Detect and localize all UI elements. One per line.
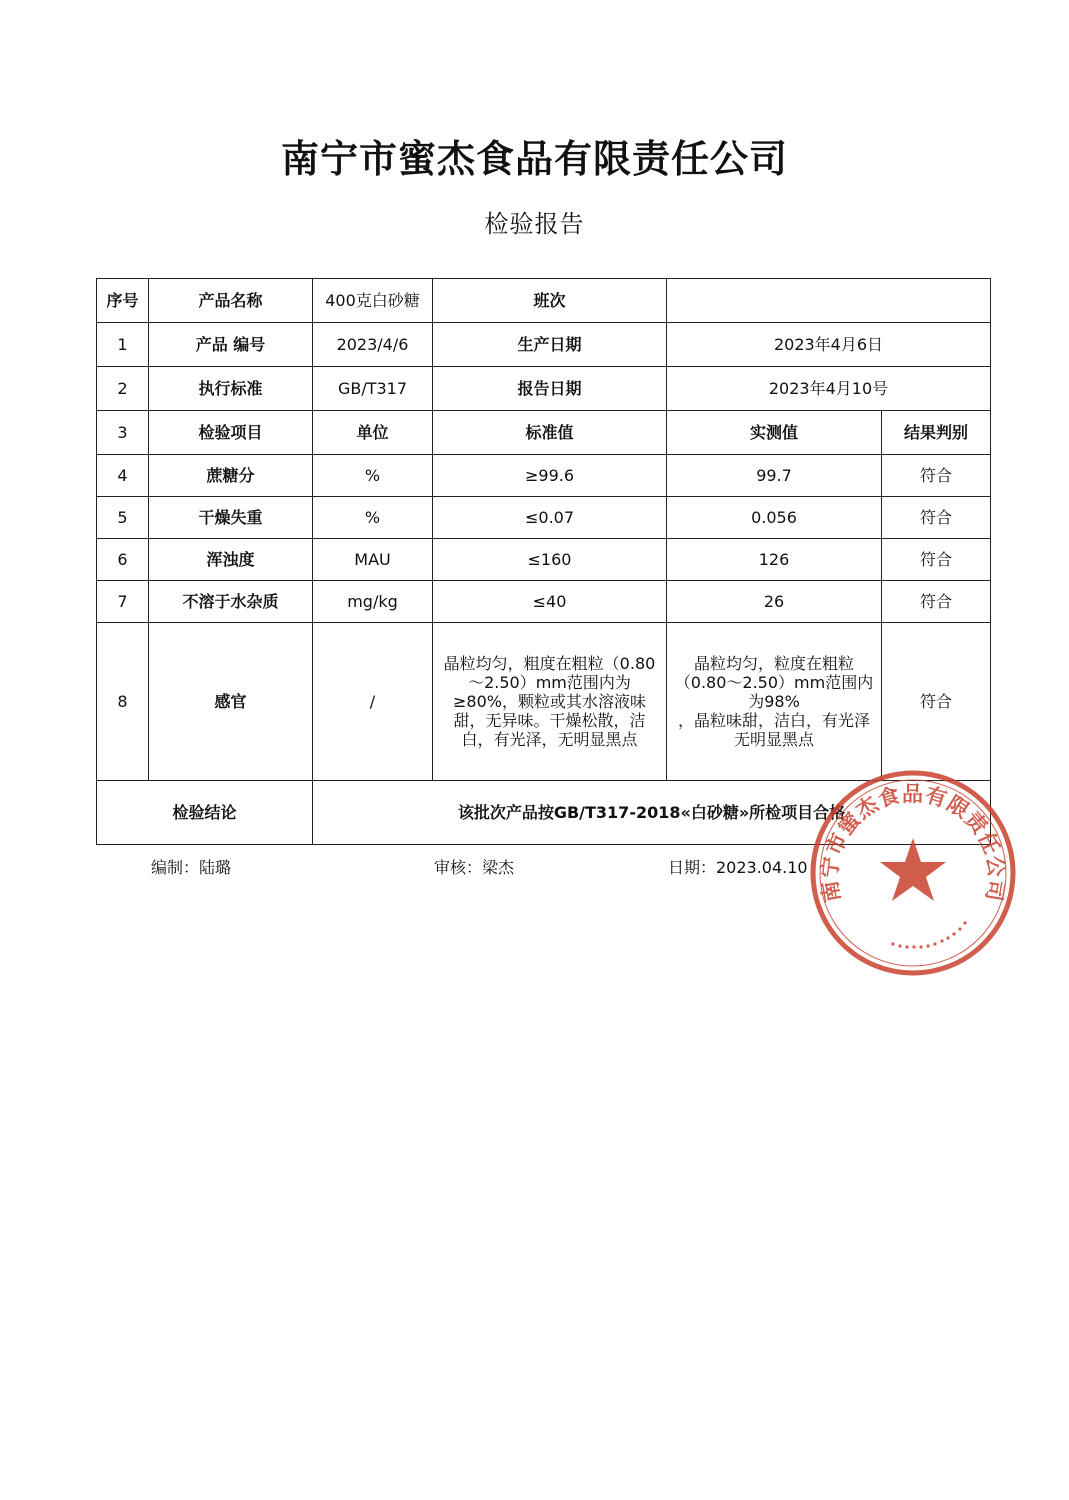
seal-code-dots [891,921,966,948]
cell-measured-header: 实测值 [667,411,882,455]
table-row [97,367,991,411]
cell-result: 符合 [882,455,991,497]
cell-unit: % [313,497,433,539]
table-row [97,581,991,623]
cell-result: 符合 [882,539,991,581]
cell-seq: 2 [97,367,149,411]
cell-shift-value [667,279,991,323]
cell-measured: 126 [667,539,882,581]
cell-report-date-value: 2023年4月10号 [667,367,991,411]
cell-measured: 0.056 [667,497,882,539]
cell-standard: ≤0.07 [433,497,667,539]
seal-text: 南宁市蜜杰食品有限责任公司 [817,781,1009,904]
table-row [97,539,991,581]
table-row [97,323,991,367]
cell-report-date-label: 报告日期 [433,367,667,411]
report-title: 检验报告 [484,210,585,238]
cell-seq: 7 [97,581,149,623]
line: ～2.50）mm范围内为 [468,672,631,692]
cell-product-name-value: 400克白砂糖 [313,279,433,323]
cell-unit: mg/kg [313,581,433,623]
line: 白，有光泽，无明显黑点 [461,730,638,750]
cell-standard: ≤40 [433,581,667,623]
cell-standard: ≥99.6 [433,455,667,497]
cell-item: 不溶于水杂质 [149,581,313,623]
cell-seq: 1 [97,323,149,367]
cell-item: 干燥失重 [149,497,313,539]
cell-result: 符合 [882,497,991,539]
compiler: 编制：陆璐 [151,858,232,877]
line: 晶粒均匀，粒度在粗粒 [693,653,854,673]
cell-measured: 26 [667,581,882,623]
company-seal-icon [808,768,1018,978]
cell-standard: ≤160 [433,539,667,581]
cell-measured: 99.7 [667,455,882,497]
cell-standard-value-header: 标准值 [433,411,667,455]
cell-unit: MAU [313,539,433,581]
reviewer: 审核：梁杰 [434,858,515,877]
line: （0.80～2.50）mm范围内 [674,672,874,692]
cell-item: 蔗糖分 [149,455,313,497]
cell-seq: 6 [97,539,149,581]
table-row [97,411,991,455]
table-row [97,455,991,497]
cell-conclusion-text: 该批次产品按GB/T317-2018«白砂糖»所检项目合格 [313,781,991,845]
line: ≥80%，颗粒或其水溶液味 [453,691,646,711]
cell-standard-value: GB/T317 [313,367,433,411]
cell-result: 符合 [882,581,991,623]
cell-product-code-value: 2023/4/6 [313,323,433,367]
cell-result-header: 结果判别 [882,411,991,455]
table-row [97,497,991,539]
cell-conclusion-label: 检验结论 [97,781,313,845]
cell-seq: 3 [97,411,149,455]
line: 为98% [748,691,800,711]
line: 甜，无异味。干燥松散，洁 [453,711,646,731]
cell-item: 感官 [149,623,313,781]
line: ，晶粒味甜，洁白，有光泽 [677,711,870,731]
cell-standard-label: 执行标准 [149,367,313,411]
seal-star-icon [880,838,946,901]
cell-unit-header: 单位 [313,411,433,455]
line: 无明显黑点 [733,730,814,750]
cell-product-code-label: 产品 编号 [149,323,313,367]
table-row [97,279,991,323]
cell-item: 浑浊度 [149,539,313,581]
cell-measured [667,623,882,781]
cell-shift-label: 班次 [433,279,667,323]
cell-unit: % [313,455,433,497]
cell-seq-header: 序号 [97,279,149,323]
cell-item-header: 检验项目 [149,411,313,455]
cell-seq: 8 [97,623,149,781]
cell-seq: 5 [97,497,149,539]
inspection-table [96,278,991,845]
cell-product-name-label: 产品名称 [149,279,313,323]
company-title: 南宁市蜜杰食品有限责任公司 [280,137,788,181]
cell-unit: / [313,623,433,781]
cell-seq: 4 [97,455,149,497]
cell-result: 符合 [882,623,991,781]
line: 晶粒均匀，粗度在粗粒（0.80 [443,653,656,673]
cell-standard [433,623,667,781]
report-date: 日期：2023.04.10 [668,858,808,877]
cell-production-date-value: 2023年4月6日 [667,323,991,367]
cell-production-date-label: 生产日期 [433,323,667,367]
table-row [97,623,991,781]
